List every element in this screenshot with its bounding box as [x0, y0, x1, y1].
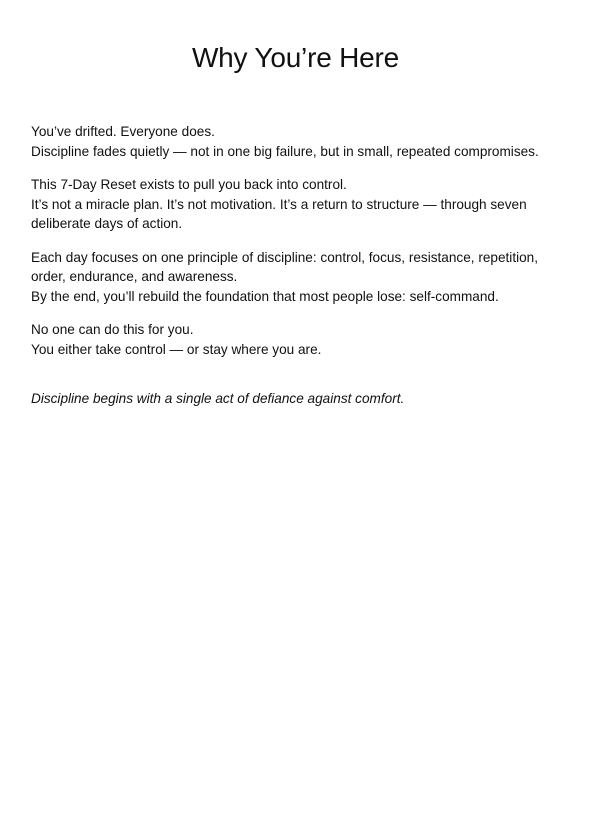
- paragraph-line: By the end, you’ll rebuild the foundation that most people lose: self-command.: [31, 288, 499, 304]
- paragraph-line: Discipline fades quietly — not in one big failure, but in small, repeated compromises.: [31, 143, 539, 159]
- paragraph-line: Each day focuses on one principle of discipline: control, focus, resistance, repetition, order, endurance, and awareness.: [31, 249, 539, 284]
- body-text: [31, 122, 571, 423]
- closing-quote: Discipline begins with a single act of defiance against comfort.: [31, 391, 405, 406]
- paragraph-line: It’s not a miracle plan. It’s not motivation. It’s a return to structure — through seven deliberate days of action.: [31, 196, 527, 231]
- paragraph-line: No one can do this for you.: [31, 322, 194, 337]
- paragraph-4: [31, 320, 571, 359]
- paragraph-line: You either take control — or stay where you are.: [31, 341, 322, 357]
- paragraph-2: [31, 175, 571, 234]
- page-title: Why You’re Here: [191, 42, 400, 73]
- paragraph-line: This 7-Day Reset exists to pull you back into control.: [31, 177, 347, 192]
- paragraph-line: You’ve drifted. Everyone does.: [31, 124, 215, 139]
- paragraph-1: [31, 122, 571, 161]
- paragraph-3: [31, 248, 571, 307]
